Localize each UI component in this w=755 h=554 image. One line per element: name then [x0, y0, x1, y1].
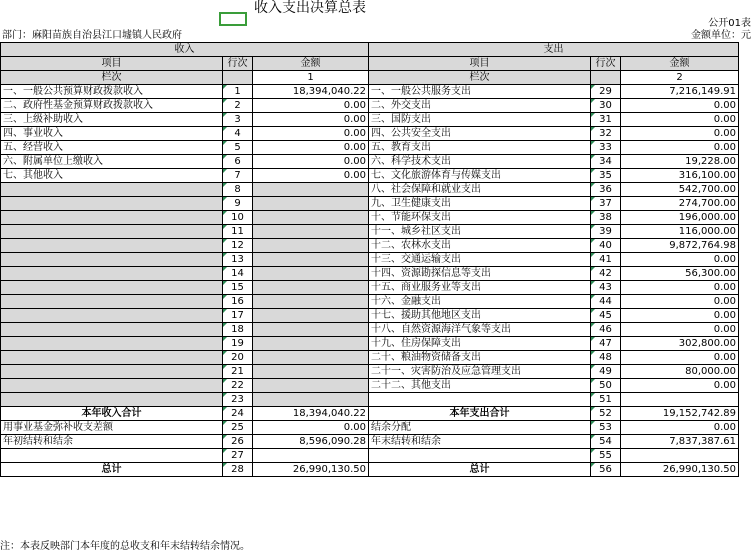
expense-amount-cell[interactable]: 0.00 [621, 99, 739, 113]
income-line-index[interactable] [223, 71, 253, 85]
income-item-cell[interactable] [1, 295, 223, 309]
expense-line-cell[interactable]: 29 [591, 85, 621, 99]
expense-summary-line[interactable]: 52 [591, 407, 621, 421]
expense-summary-item[interactable]: 结余分配 [369, 421, 591, 435]
expense-line-cell[interactable]: 42 [591, 267, 621, 281]
expense-line-cell[interactable]: 33 [591, 141, 621, 155]
expense-item-cell[interactable]: 二十一、灾害防治及应急管理支出 [369, 365, 591, 379]
income-item-header[interactable]: 项目 [1, 57, 223, 71]
expense-section-header[interactable]: 支出 [369, 43, 739, 57]
income-line-cell[interactable]: 5 [223, 141, 253, 155]
expense-amount-cell[interactable]: 542,700.00 [621, 183, 739, 197]
table-footnote: 注：本表反映部门本年度的总收支和年末结转结余情况。 [0, 541, 250, 552]
expense-summary-line[interactable]: 53 [591, 421, 621, 435]
expense-item-cell[interactable]: 七、文化旅游体育与传媒支出 [369, 169, 591, 183]
expense-item-cell[interactable]: 十五、商业服务业等支出 [369, 281, 591, 295]
income-line-cell[interactable]: 21 [223, 365, 253, 379]
income-summary-item[interactable]: 用事业基金弥补收支差额 [1, 421, 223, 435]
expense-line-cell[interactable]: 47 [591, 337, 621, 351]
summary-row [1, 435, 739, 449]
expense-amount-cell[interactable]: 316,100.00 [621, 169, 739, 183]
income-line-cell[interactable]: 3 [223, 113, 253, 127]
column-index-row [1, 71, 739, 85]
income-summary-amount[interactable]: 8,596,090.28 [253, 435, 369, 449]
expense-index-label[interactable]: 栏次 [369, 71, 591, 85]
expense-amount-cell[interactable]: 0.00 [621, 351, 739, 365]
income-summary-item[interactable]: 年初结转和结余 [1, 435, 223, 449]
income-amount-cell[interactable]: 0.00 [253, 127, 369, 141]
expense-line-cell[interactable]: 37 [591, 197, 621, 211]
income-amount-cell[interactable]: 0.00 [253, 141, 369, 155]
expense-line-cell[interactable]: 45 [591, 309, 621, 323]
income-amount-cell[interactable] [253, 351, 369, 365]
expense-amount-cell[interactable]: 0.00 [621, 281, 739, 295]
expense-item-cell[interactable]: 十三、交通运输支出 [369, 253, 591, 267]
table-row [1, 183, 739, 197]
expense-summary-line[interactable]: 56 [591, 463, 621, 477]
expense-item-cell[interactable]: 六、科学技术支出 [369, 155, 591, 169]
income-line-cell[interactable]: 8 [223, 183, 253, 197]
income-line-cell[interactable]: 6 [223, 155, 253, 169]
income-amount-header[interactable]: 金额 [253, 57, 369, 71]
income-amount-cell[interactable] [253, 225, 369, 239]
income-line-cell[interactable]: 7 [223, 169, 253, 183]
income-item-cell[interactable] [1, 323, 223, 337]
expense-item-cell[interactable]: 十七、援助其他地区支出 [369, 309, 591, 323]
expense-item-cell[interactable]: 二十、粮油物资储备支出 [369, 351, 591, 365]
expense-amount-header[interactable]: 金额 [621, 57, 739, 71]
expense-amount-cell[interactable]: 0.00 [621, 127, 739, 141]
expense-summary-item[interactable]: 本年支出合计 [369, 407, 591, 421]
expense-amount-cell[interactable]: 0.00 [621, 295, 739, 309]
expense-line-cell[interactable]: 49 [591, 365, 621, 379]
income-line-cell[interactable]: 12 [223, 239, 253, 253]
income-summary-line[interactable]: 26 [223, 435, 253, 449]
income-item-cell[interactable] [1, 225, 223, 239]
summary-row [1, 407, 739, 421]
expense-line-cell[interactable]: 41 [591, 253, 621, 267]
table-row [1, 169, 739, 183]
income-line-cell[interactable]: 20 [223, 351, 253, 365]
expense-line-cell[interactable]: 48 [591, 351, 621, 365]
income-item-cell[interactable] [1, 281, 223, 295]
income-line-cell[interactable]: 2 [223, 99, 253, 113]
income-amount-cell[interactable] [253, 239, 369, 253]
income-line-cell[interactable]: 18 [223, 323, 253, 337]
expense-line-cell[interactable]: 38 [591, 211, 621, 225]
expense-summary-item[interactable]: 年末结转和结余 [369, 435, 591, 449]
income-item-cell[interactable]: 三、上级补助收入 [1, 113, 223, 127]
income-line-cell[interactable]: 15 [223, 281, 253, 295]
income-item-cell[interactable] [1, 267, 223, 281]
expense-item-cell[interactable]: 五、教育支出 [369, 141, 591, 155]
income-amount-cell[interactable] [253, 281, 369, 295]
expense-amount-cell[interactable]: 19,228.00 [621, 155, 739, 169]
expense-item-cell[interactable]: 十九、住房保障支出 [369, 337, 591, 351]
income-amount-cell[interactable]: 18,394,040.22 [253, 85, 369, 99]
expense-line-cell[interactable]: 30 [591, 99, 621, 113]
expense-item-header[interactable]: 项目 [369, 57, 591, 71]
income-item-cell[interactable] [1, 239, 223, 253]
income-summary-item[interactable]: 本年收入合计 [1, 407, 223, 421]
income-summary-line[interactable]: 28 [223, 463, 253, 477]
table-row [1, 155, 739, 169]
table-row [1, 281, 739, 295]
income-amount-cell[interactable]: 0.00 [253, 113, 369, 127]
sheet-title: 收入支出决算总表 [254, 0, 366, 16]
income-amount-cell[interactable]: 0.00 [253, 99, 369, 113]
income-summary-amount[interactable]: 26,990,130.50 [253, 463, 369, 477]
expense-item-cell[interactable]: 四、公共安全支出 [369, 127, 591, 141]
table-row [1, 393, 739, 407]
income-item-cell[interactable]: 五、经营收入 [1, 141, 223, 155]
expense-line-index[interactable] [591, 71, 621, 85]
expense-line-cell[interactable]: 34 [591, 155, 621, 169]
expense-amount-cell[interactable]: 274,700.00 [621, 197, 739, 211]
summary-row [1, 463, 739, 477]
expense-amount-cell[interactable]: 116,000.00 [621, 225, 739, 239]
table-row [1, 295, 739, 309]
expense-line-cell[interactable]: 50 [591, 379, 621, 393]
summary-row [1, 449, 739, 463]
expense-summary-amount[interactable]: 19,152,742.89 [621, 407, 739, 421]
income-item-cell[interactable]: 一、一般公共预算财政拨款收入 [1, 85, 223, 99]
expense-item-cell[interactable]: 十四、资源勘探信息等支出 [369, 267, 591, 281]
income-line-cell[interactable]: 23 [223, 393, 253, 407]
expense-item-cell[interactable]: 十八、自然资源海洋气象等支出 [369, 323, 591, 337]
summary-row [1, 421, 739, 435]
income-line-cell[interactable]: 19 [223, 337, 253, 351]
amount-unit-label: 金额单位：元 [691, 30, 751, 41]
income-item-cell[interactable]: 七、其他收入 [1, 169, 223, 183]
table-row [1, 379, 739, 393]
table-row [1, 253, 739, 267]
expense-line-cell[interactable]: 39 [591, 225, 621, 239]
expense-amount-cell[interactable]: 0.00 [621, 113, 739, 127]
table-row [1, 141, 739, 155]
expense-amount-cell[interactable]: 0.00 [621, 141, 739, 155]
expense-summary-amount[interactable]: 26,990,130.50 [621, 463, 739, 477]
income-item-cell[interactable] [1, 211, 223, 225]
expense-summary-line[interactable]: 54 [591, 435, 621, 449]
income-line-cell[interactable]: 1 [223, 85, 253, 99]
income-summary-amount[interactable]: 18,394,040.22 [253, 407, 369, 421]
table-row [1, 323, 739, 337]
income-item-cell[interactable] [1, 309, 223, 323]
expense-item-cell[interactable]: 三、国防支出 [369, 113, 591, 127]
income-line-cell[interactable]: 9 [223, 197, 253, 211]
income-line-cell[interactable]: 16 [223, 295, 253, 309]
expense-item-cell[interactable]: 八、社会保障和就业支出 [369, 183, 591, 197]
expense-summary-line[interactable]: 55 [591, 449, 621, 463]
expense-amount-cell[interactable] [621, 393, 739, 407]
income-summary-amount[interactable] [253, 449, 369, 463]
expense-summary-item[interactable] [369, 449, 591, 463]
income-amount-cell[interactable] [253, 267, 369, 281]
table-row [1, 127, 739, 141]
expense-item-cell[interactable]: 二、外交支出 [369, 99, 591, 113]
table-row [1, 113, 739, 127]
expense-line-cell[interactable]: 32 [591, 127, 621, 141]
income-line-cell[interactable]: 10 [223, 211, 253, 225]
income-item-cell[interactable] [1, 197, 223, 211]
income-line-cell[interactable]: 4 [223, 127, 253, 141]
income-summary-line[interactable]: 25 [223, 421, 253, 435]
expense-item-cell[interactable]: 九、卫生健康支出 [369, 197, 591, 211]
expense-summary-amount[interactable]: 7,837,387.61 [621, 435, 739, 449]
selected-cell-cursor[interactable] [219, 12, 247, 26]
income-item-cell[interactable] [1, 393, 223, 407]
budget-table [0, 42, 739, 477]
form-code: 公开01表 [708, 18, 751, 29]
income-index-label[interactable]: 栏次 [1, 71, 223, 85]
column-header-row [1, 57, 739, 71]
table-row [1, 99, 739, 113]
expense-line-cell[interactable]: 31 [591, 113, 621, 127]
expense-amount-cell[interactable]: 0.00 [621, 253, 739, 267]
expense-summary-amount[interactable] [621, 449, 739, 463]
expense-amount-cell[interactable]: 0.00 [621, 323, 739, 337]
income-item-cell[interactable] [1, 379, 223, 393]
income-line-header[interactable]: 行次 [223, 57, 253, 71]
income-amount-cell[interactable] [253, 365, 369, 379]
income-item-cell[interactable] [1, 183, 223, 197]
expense-line-cell[interactable]: 43 [591, 281, 621, 295]
expense-line-cell[interactable]: 44 [591, 295, 621, 309]
expense-item-cell[interactable]: 十六、金融支出 [369, 295, 591, 309]
table-row [1, 267, 739, 281]
income-amount-cell[interactable] [253, 295, 369, 309]
table-row [1, 85, 739, 99]
income-amount-cell[interactable] [253, 323, 369, 337]
income-column-number[interactable]: 1 [253, 71, 369, 85]
income-summary-item[interactable] [1, 449, 223, 463]
expense-summary-item[interactable]: 总计 [369, 463, 591, 477]
income-item-cell[interactable]: 四、事业收入 [1, 127, 223, 141]
expense-item-cell[interactable]: 十、节能环保支出 [369, 211, 591, 225]
income-amount-cell[interactable] [253, 337, 369, 351]
expense-column-number[interactable]: 2 [621, 71, 739, 85]
table-row [1, 211, 739, 225]
table-row [1, 309, 739, 323]
income-item-cell[interactable] [1, 337, 223, 351]
expense-line-cell[interactable]: 40 [591, 239, 621, 253]
table-row [1, 225, 739, 239]
income-amount-cell[interactable] [253, 197, 369, 211]
income-line-cell[interactable]: 22 [223, 379, 253, 393]
section-header-row [1, 43, 739, 57]
table-row [1, 197, 739, 211]
income-item-cell[interactable]: 二、政府性基金预算财政拨款收入 [1, 99, 223, 113]
table-row [1, 239, 739, 253]
income-amount-cell[interactable] [253, 309, 369, 323]
expense-line-cell[interactable]: 35 [591, 169, 621, 183]
income-line-cell[interactable]: 11 [223, 225, 253, 239]
income-summary-amount[interactable]: 0.00 [253, 421, 369, 435]
income-amount-cell[interactable]: 0.00 [253, 155, 369, 169]
expense-line-header[interactable]: 行次 [591, 57, 621, 71]
expense-amount-cell[interactable]: 7,216,149.91 [621, 85, 739, 99]
income-amount-cell[interactable] [253, 379, 369, 393]
income-line-cell[interactable]: 13 [223, 253, 253, 267]
expense-item-cell[interactable]: 十一、城乡社区支出 [369, 225, 591, 239]
expense-amount-cell[interactable]: 0.00 [621, 309, 739, 323]
income-amount-cell[interactable] [253, 211, 369, 225]
expense-amount-cell[interactable]: 56,300.00 [621, 267, 739, 281]
table-row [1, 351, 739, 365]
expense-amount-cell[interactable]: 302,800.00 [621, 337, 739, 351]
expense-line-cell[interactable]: 51 [591, 393, 621, 407]
expense-summary-amount[interactable]: 0.00 [621, 421, 739, 435]
income-amount-cell[interactable] [253, 393, 369, 407]
income-summary-line[interactable]: 27 [223, 449, 253, 463]
expense-item-cell[interactable] [369, 393, 591, 407]
income-section-header[interactable]: 收入 [1, 43, 369, 57]
income-line-cell[interactable]: 17 [223, 309, 253, 323]
table-row [1, 337, 739, 351]
income-line-cell[interactable]: 14 [223, 267, 253, 281]
department-label: 部门：麻阳苗族自治县江口墟镇人民政府 [2, 30, 182, 41]
expense-amount-cell[interactable]: 9,872,764.98 [621, 239, 739, 253]
expense-line-cell[interactable]: 36 [591, 183, 621, 197]
expense-amount-cell[interactable]: 196,000.00 [621, 211, 739, 225]
income-summary-item[interactable]: 总计 [1, 463, 223, 477]
income-summary-line[interactable]: 24 [223, 407, 253, 421]
expense-item-cell[interactable]: 一、一般公共服务支出 [369, 85, 591, 99]
income-item-cell[interactable] [1, 365, 223, 379]
expense-item-cell[interactable]: 十二、农林水支出 [369, 239, 591, 253]
income-amount-cell[interactable] [253, 253, 369, 267]
expense-amount-cell[interactable]: 80,000.00 [621, 365, 739, 379]
expense-amount-cell[interactable]: 0.00 [621, 379, 739, 393]
table-row [1, 365, 739, 379]
expense-line-cell[interactable]: 46 [591, 323, 621, 337]
income-amount-cell[interactable]: 0.00 [253, 169, 369, 183]
expense-item-cell[interactable]: 二十二、其他支出 [369, 379, 591, 393]
income-item-cell[interactable] [1, 351, 223, 365]
income-item-cell[interactable]: 六、附属单位上缴收入 [1, 155, 223, 169]
income-item-cell[interactable] [1, 253, 223, 267]
income-amount-cell[interactable] [253, 183, 369, 197]
